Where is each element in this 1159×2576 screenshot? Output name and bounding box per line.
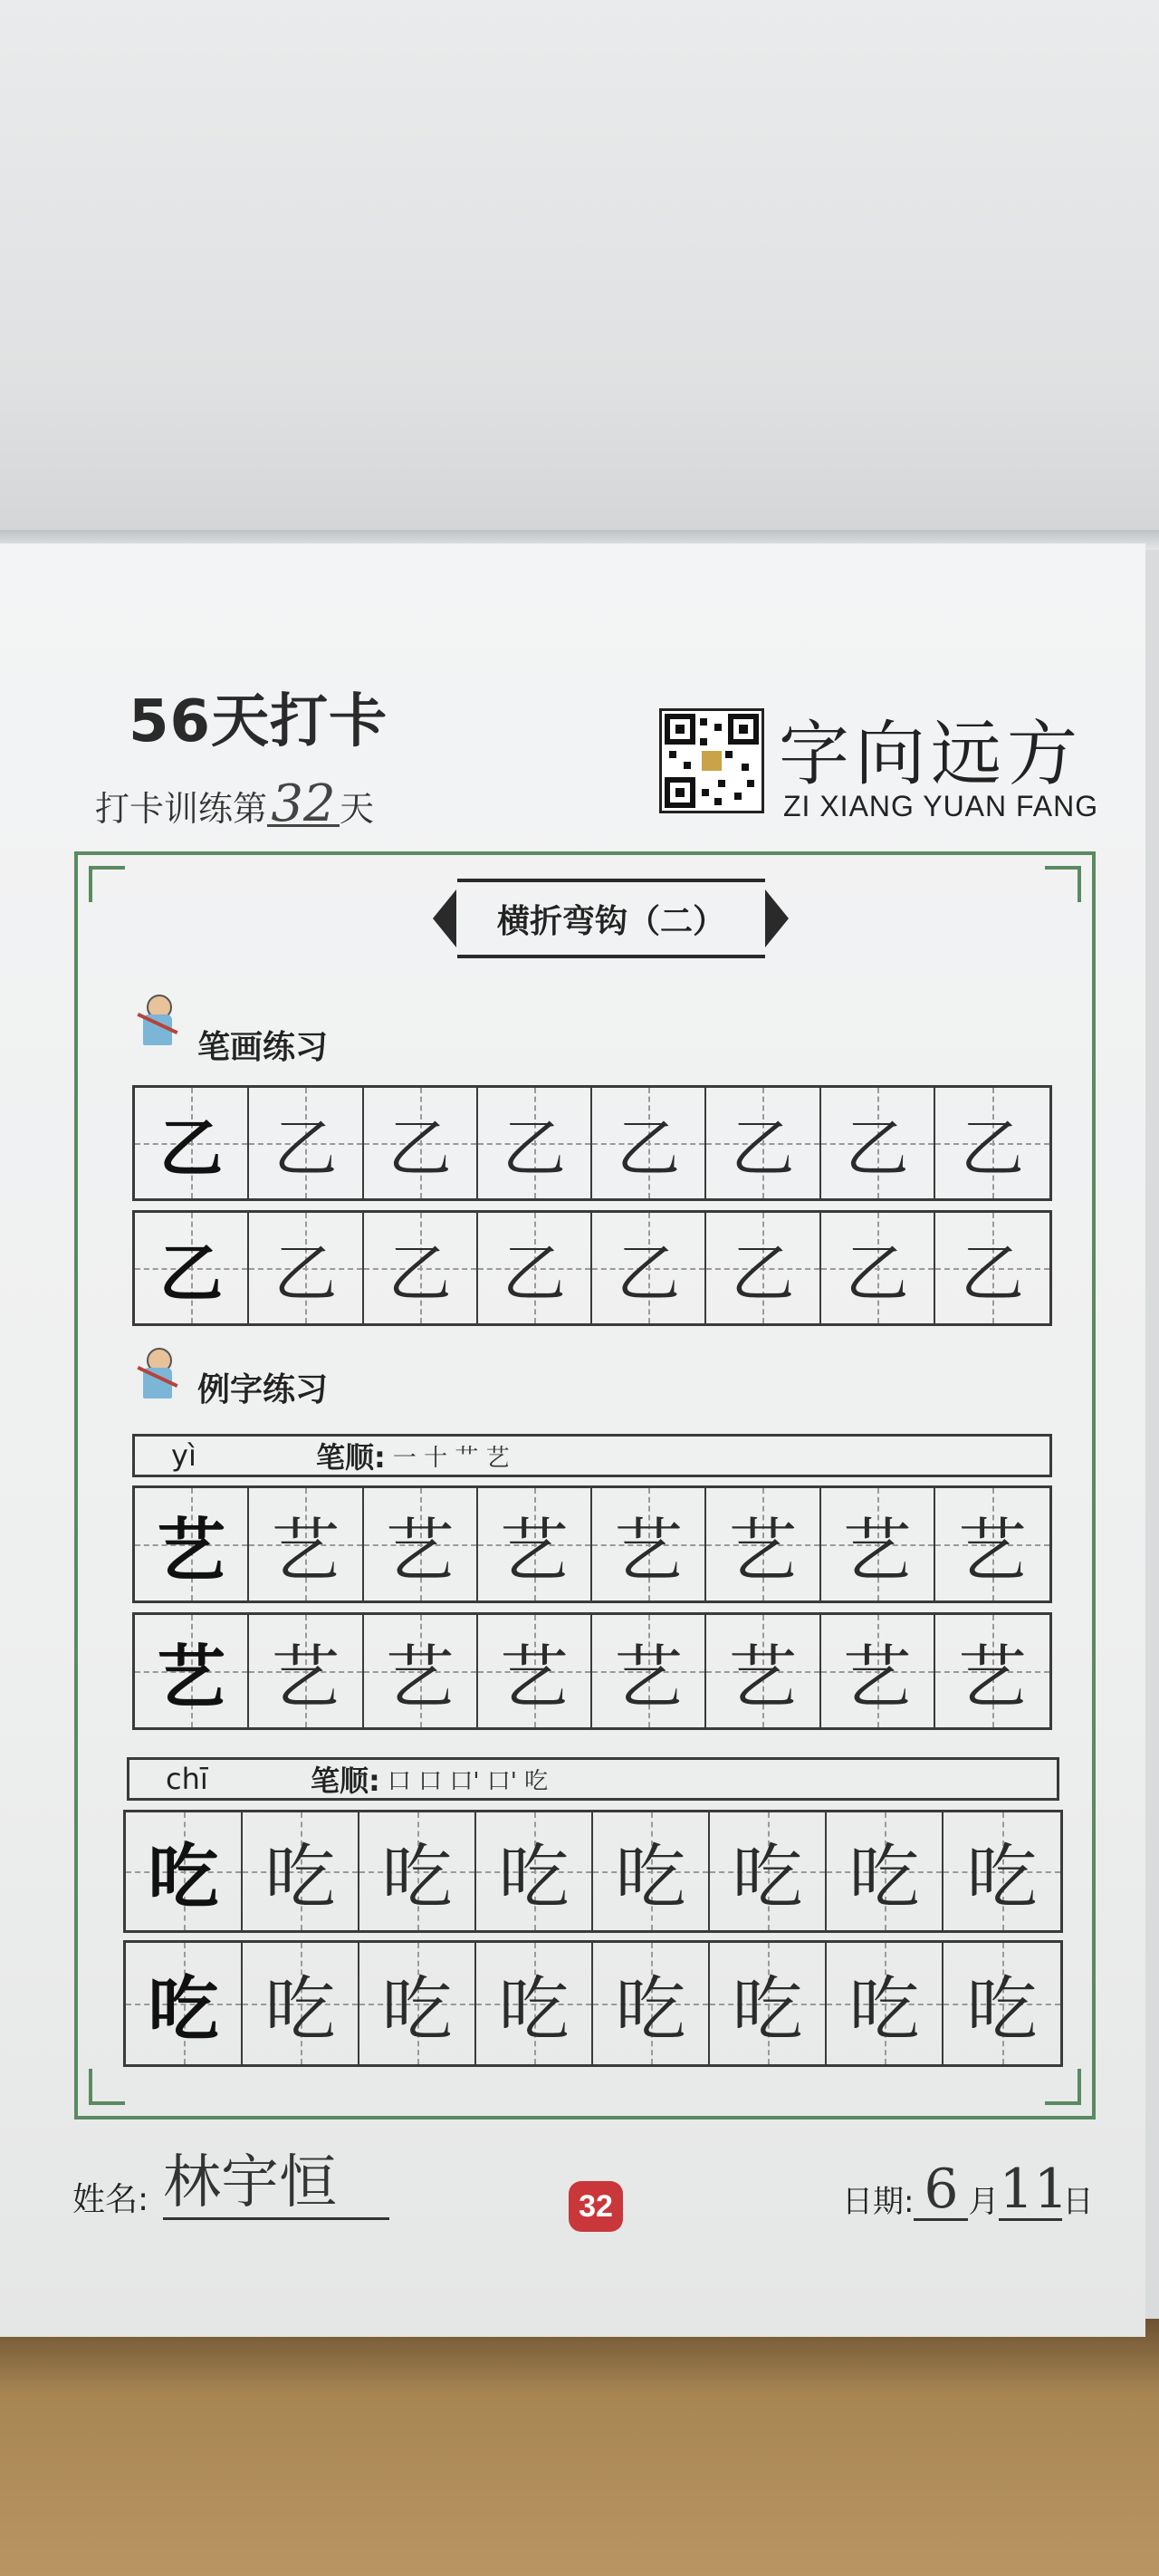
practice-cell xyxy=(593,1812,710,1930)
date-month[interactable]: 6 xyxy=(914,2160,968,2221)
practice-cell xyxy=(706,1615,820,1727)
handwritten-char: 吃 xyxy=(848,1837,920,1918)
handwritten-char: 乙 xyxy=(731,1110,795,1186)
stroke-practice-row xyxy=(132,1210,1052,1326)
practice-cell xyxy=(364,1213,478,1323)
practice-cell xyxy=(243,1943,359,2064)
handwritten-char: 艺 xyxy=(842,1509,912,1591)
practice-cell xyxy=(592,1615,706,1727)
practice-cell xyxy=(359,1943,476,2064)
month-unit: 月 xyxy=(968,2184,1000,2220)
handwritten-char: 吃 xyxy=(148,1968,219,2051)
practice-cell xyxy=(249,1615,363,1727)
handwritten-char: 乙 xyxy=(731,1235,795,1311)
student-avatar-icon xyxy=(136,1348,179,1400)
practice-cell xyxy=(478,1213,592,1323)
date-label: 日期: xyxy=(842,2184,915,2220)
handwritten-char: 艺 xyxy=(728,1636,798,1717)
handwritten-char: 吃 xyxy=(848,1969,920,2051)
name-label: 姓名: xyxy=(72,2181,149,2218)
practice-cell xyxy=(935,1213,1049,1323)
practice-cell xyxy=(476,1943,593,2064)
handwritten-char: 乙 xyxy=(845,1110,909,1186)
handwritten-char: 艺 xyxy=(957,1509,1027,1591)
handwritten-char: 乙 xyxy=(845,1235,909,1311)
brand-name-en: ZI XIANG YUAN FANG xyxy=(783,790,1099,822)
handwritten-char: 艺 xyxy=(157,1509,226,1591)
stroke-practice-title: 笔画练习 xyxy=(197,1029,329,1066)
frame-corner-top-left xyxy=(89,866,125,902)
practice-cell xyxy=(827,1812,943,1930)
handwritten-char: 吃 xyxy=(148,1836,219,1918)
practice-cell xyxy=(249,1088,363,1198)
handwritten-char: 艺 xyxy=(728,1509,798,1591)
frame-corner-bottom-right xyxy=(1045,2069,1081,2105)
example-practice-row xyxy=(123,1940,1063,2067)
stroke-order-label: 笔顺: xyxy=(316,1440,386,1475)
pinyin: chī xyxy=(166,1762,208,1796)
handwritten-char: 艺 xyxy=(385,1636,455,1717)
handwritten-char: 艺 xyxy=(271,1636,340,1717)
wooden-table xyxy=(0,2319,1159,2576)
handwritten-char: 吃 xyxy=(732,1969,803,2051)
worksheet-title: 56天打卡 xyxy=(129,688,388,755)
handwritten-char: 艺 xyxy=(842,1636,912,1717)
model-char-cell xyxy=(135,1615,249,1727)
name-field[interactable]: 林宇恒 xyxy=(163,2148,389,2220)
handwritten-char: 乙 xyxy=(273,1235,338,1311)
stroke-order: 口 口 口' 口' 吃 xyxy=(387,1767,549,1795)
practice-cell xyxy=(706,1213,820,1323)
practice-cell xyxy=(478,1615,592,1727)
practice-cell xyxy=(935,1488,1049,1600)
handwritten-char: 乙 xyxy=(960,1110,1024,1186)
practice-cell xyxy=(249,1488,363,1600)
handwritten-char: 艺 xyxy=(271,1509,340,1591)
example-practice-row xyxy=(132,1485,1052,1603)
practice-cell xyxy=(476,1812,593,1930)
practice-cell xyxy=(592,1488,706,1600)
practice-cell xyxy=(364,1088,478,1198)
handwritten-char: 乙 xyxy=(159,1235,224,1311)
handwritten-char: 乙 xyxy=(617,1110,681,1186)
subtitle-prefix: 打卡训练第 xyxy=(95,789,268,829)
handwritten-char: 吃 xyxy=(264,1969,336,2051)
practice-cell xyxy=(364,1488,478,1600)
practice-cell xyxy=(821,1488,935,1600)
practice-cell xyxy=(821,1615,935,1727)
checkin-subtitle xyxy=(95,774,375,833)
practice-cell xyxy=(827,1943,943,2064)
previous-page xyxy=(0,0,1159,543)
handwritten-char: 吃 xyxy=(966,1969,1038,2051)
practice-cell xyxy=(243,1812,359,1930)
handwritten-char: 艺 xyxy=(499,1636,569,1717)
char-info-header xyxy=(127,1757,1059,1801)
handwritten-char: 乙 xyxy=(388,1235,452,1311)
pinyin: yì xyxy=(171,1438,196,1473)
handwritten-char: 吃 xyxy=(615,1837,686,1918)
day-unit: 日 xyxy=(1062,2184,1094,2220)
model-char-cell xyxy=(135,1088,249,1198)
handwritten-char: 乙 xyxy=(502,1235,566,1311)
subtitle-suffix: 天 xyxy=(340,789,375,829)
banner-left-arrow xyxy=(433,889,456,947)
handwritten-char: 艺 xyxy=(957,1636,1027,1717)
brand-name-cn: 字向远方 xyxy=(779,714,1084,795)
handwritten-char: 艺 xyxy=(385,1509,455,1591)
model-char-cell xyxy=(135,1488,249,1600)
practice-cell xyxy=(706,1488,820,1600)
banner-right-arrow xyxy=(765,889,789,947)
practice-cell xyxy=(592,1088,706,1198)
frame-corner-bottom-left xyxy=(89,2069,125,2105)
practice-cell xyxy=(710,1812,827,1930)
practice-cell xyxy=(935,1615,1049,1727)
char-info-header xyxy=(132,1434,1052,1477)
handwritten-char: 乙 xyxy=(617,1235,681,1311)
practice-cell xyxy=(821,1213,935,1323)
handwritten-char: 吃 xyxy=(381,1837,453,1918)
handwritten-char: 乙 xyxy=(159,1110,224,1186)
practice-cell xyxy=(943,1943,1060,2064)
handwritten-char: 吃 xyxy=(966,1837,1038,1918)
qr-code-icon xyxy=(659,708,764,813)
frame-corner-top-right xyxy=(1045,866,1081,902)
handwritten-char: 吃 xyxy=(615,1969,686,2051)
handwritten-char: 艺 xyxy=(157,1636,226,1717)
practice-cell xyxy=(593,1943,710,2064)
handwritten-char: 吃 xyxy=(381,1969,453,2051)
handwritten-char: 艺 xyxy=(614,1509,684,1591)
stroke-order-label: 笔顺: xyxy=(311,1764,380,1798)
handwritten-char: 乙 xyxy=(502,1110,566,1186)
practice-cell xyxy=(706,1088,820,1198)
handwritten-char: 乙 xyxy=(388,1110,452,1186)
handwritten-char: 乙 xyxy=(273,1110,338,1186)
model-char-cell xyxy=(135,1213,249,1323)
handwritten-char: 吃 xyxy=(498,1837,570,1918)
student-avatar-icon xyxy=(136,995,179,1047)
lesson-title: 横折弯钩（二） xyxy=(457,879,765,958)
example-practice-row xyxy=(123,1810,1063,1933)
date-field xyxy=(842,2160,1093,2221)
date-day[interactable]: 11 xyxy=(999,2158,1068,2221)
practice-cell xyxy=(364,1615,478,1727)
model-char-cell xyxy=(126,1943,243,2064)
page-number-badge: 32 xyxy=(569,2181,623,2232)
practice-cell xyxy=(710,1943,827,2064)
practice-cell xyxy=(478,1488,592,1600)
handwritten-char: 吃 xyxy=(732,1837,803,1918)
practice-cell xyxy=(935,1088,1049,1198)
handwritten-char: 艺 xyxy=(499,1509,569,1591)
practice-cell xyxy=(478,1088,592,1198)
practice-cell xyxy=(821,1088,935,1198)
stroke-order: 一 十 艹 艺 xyxy=(392,1444,510,1472)
day-number: 32 xyxy=(267,784,340,827)
practice-cell xyxy=(249,1213,363,1323)
handwritten-char: 乙 xyxy=(960,1235,1024,1311)
model-char-cell xyxy=(126,1812,243,1930)
handwritten-char: 艺 xyxy=(614,1636,684,1717)
example-practice-row xyxy=(132,1612,1052,1730)
stroke-practice-row xyxy=(132,1085,1052,1201)
practice-cell xyxy=(592,1213,706,1323)
handwritten-char: 吃 xyxy=(264,1837,336,1918)
practice-cell xyxy=(359,1812,476,1930)
practice-cell xyxy=(943,1812,1060,1930)
handwritten-char: 吃 xyxy=(498,1969,570,2051)
example-practice-title: 例字练习 xyxy=(197,1371,329,1408)
